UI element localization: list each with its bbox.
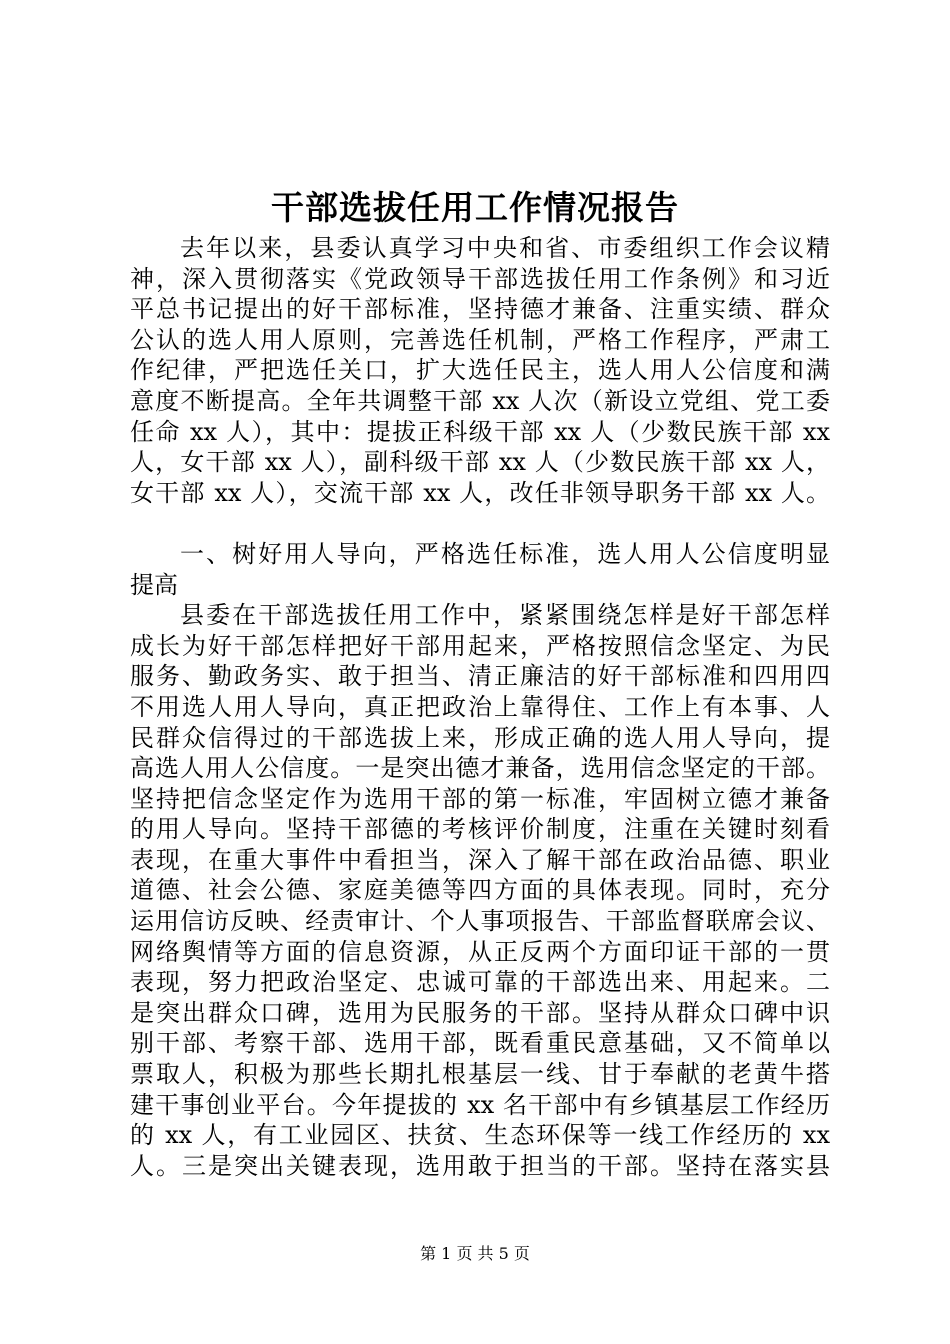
body-line: 的用人导向。坚持干部德的考核评价制度，注重在关键时刻看 <box>130 815 830 844</box>
body-line: 人，女干部 xx 人），副科级干部 xx 人（少数民族干部 xx 人， <box>130 448 830 477</box>
body-line: 平总书记提出的好干部标准，坚持德才兼备、注重实绩、群众 <box>130 295 830 324</box>
body-line: 表现，努力把政治坚定、忠诚可靠的干部选出来、用起来。二 <box>130 968 830 997</box>
body-line: 道德、社会公德、家庭美德等四方面的具体表现。同时，充分 <box>130 876 830 905</box>
section-heading-line: 一、树好用人导向，严格选任标准，选人用人公信度明显 <box>180 539 830 568</box>
body-line: 神，深入贯彻落实《党政领导干部选拔任用工作条例》和习近 <box>130 264 830 293</box>
body-line: 不用选人用人导向，真正把政治上靠得住、工作上有本事、人 <box>130 692 830 721</box>
body-line: 别干部、考察干部、选用干部，既看重民意基础，又不简单以 <box>130 1029 830 1058</box>
body-line: 公认的选人用人原则，完善选任机制，严格工作程序，严肃工 <box>130 325 830 354</box>
body-line: 县委在干部选拔任用工作中，紧紧围绕怎样是好干部怎样 <box>180 601 830 630</box>
page-number: 第 1 页 共 5 页 <box>420 1244 530 1263</box>
body-line: 女干部 xx 人），交流干部 xx 人，改任非领导职务干部 xx 人。 <box>130 478 830 507</box>
body-line: 运用信访反映、经责审计、个人事项报告、干部监督联席会议、 <box>130 907 830 936</box>
body-line: 高选人用人公信度。一是突出德才兼备，选用信念坚定的干部。 <box>130 754 830 783</box>
body-line: 网络舆情等方面的信息资源，从正反两个方面印证干部的一贯 <box>130 937 830 966</box>
body-line: 成长为好干部怎样把好干部用起来，严格按照信念坚定、为民 <box>130 631 830 660</box>
document-body <box>130 233 830 1181</box>
body-line: 作纪律，严把选任关口，扩大选任民主，选人用人公信度和满 <box>130 356 830 385</box>
body-line: 人。三是突出关键表现，选用敢于担当的干部。坚持在落实县 <box>130 1151 830 1180</box>
body-line: 坚持把信念坚定作为选用干部的第一标准，牢固树立德才兼备 <box>130 784 830 813</box>
blank-line <box>130 508 830 539</box>
body-line: 票取人，积极为那些长期扎根基层一线、甘于奉献的老黄牛搭 <box>130 1060 830 1089</box>
body-line: 去年以来，县委认真学习中央和省、市委组织工作会议精 <box>180 234 830 262</box>
body-line: 是突出群众口碑，选用为民服务的干部。坚持从群众口碑中识 <box>130 998 830 1027</box>
body-line: 表现，在重大事件中看担当，深入了解干部在政治品德、职业 <box>130 845 830 874</box>
body-line: 的 xx 人，有工业园区、扶贫、生态环保等一线工作经历的 xx <box>130 1121 830 1150</box>
section-heading-line: 提高 <box>130 570 178 599</box>
body-line: 任命 xx 人），其中：提拔正科级干部 xx 人（少数民族干部 xx <box>130 417 830 446</box>
body-line: 意度不断提高。全年共调整干部 xx 人次（新设立党组、党工委 <box>130 386 830 415</box>
body-line: 民群众信得过的干部选拔上来，形成正确的选人用人导向，提 <box>130 723 830 752</box>
body-line: 服务、勤政务实、敢于担当、清正廉洁的好干部标准和四用四 <box>130 662 830 691</box>
body-line: 建干事创业平台。今年提拔的 xx 名干部中有乡镇基层工作经历 <box>130 1090 830 1119</box>
document-title: 干部选拔任用工作情况报告 <box>271 188 679 227</box>
